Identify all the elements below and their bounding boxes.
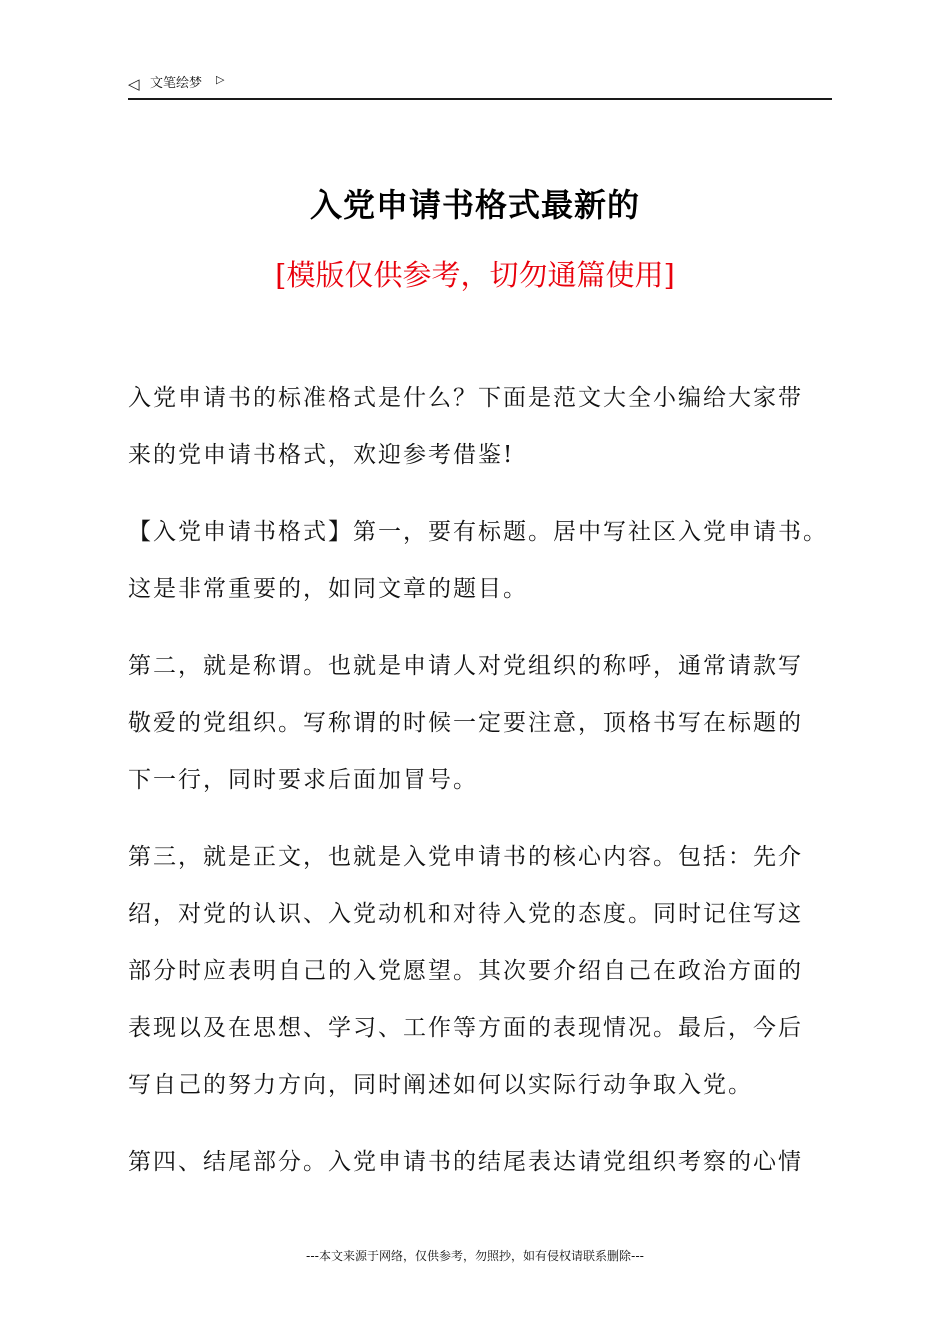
paragraph-line: 第二，就是称谓。也就是申请人对党组织的称呼，通常请款写 <box>128 653 803 679</box>
paragraph-4 <box>128 829 824 1114</box>
page-header <box>128 72 832 100</box>
paragraph-line: 第三，就是正文，也就是入党申请书的核心内容。包括：先介 <box>128 844 803 870</box>
document-title: 入党申请书格式最新的 <box>309 186 640 224</box>
triangle-left-icon: ◁ <box>128 75 140 93</box>
page-footer: ---本文来源于网络，仅供参考，勿照抄，如有侵权请联系删除--- <box>306 1249 644 1263</box>
paragraph-line: 来的党申请书格式，欢迎参考借鉴! <box>128 442 515 468</box>
paragraph-line: 部分时应表明自己的入党愿望。其次要介绍自己在政治方面的 <box>128 958 803 984</box>
template-notice: [模版仅供参考，切勿通篇使用] <box>275 258 675 292</box>
paragraph-line: 表现以及在思想、学习、工作等方面的表现情况。最后，今后 <box>128 1015 803 1041</box>
document-body <box>128 370 828 1211</box>
paragraph-line: 写自己的努力方向，同时阐述如何以实际行动争取入党。 <box>128 1072 753 1098</box>
paragraph-3 <box>128 638 824 809</box>
brand-name: 文笔绘梦 <box>150 76 203 91</box>
paragraph-1 <box>128 370 824 484</box>
triangle-right-icon: ▷ <box>216 73 225 86</box>
paragraph-line: 入党申请书的标准格式是什么？下面是范文大全小编给大家带 <box>128 385 803 411</box>
paragraph-line: 【入党申请书格式】第一，要有标题。居中写社区入党申请书。 <box>128 519 828 545</box>
paragraph-line: 敬爱的党组织。写称谓的时候一定要注意，顶格书写在标题的 <box>128 710 803 736</box>
paragraph-line: 下一行，同时要求后面加冒号。 <box>128 767 478 793</box>
paragraph-line: 第四、结尾部分。入党申请书的结尾表达请党组织考察的心情 <box>128 1149 803 1175</box>
paragraph-2 <box>128 504 828 618</box>
paragraph-line: 绍，对党的认识、入党动机和对待入党的态度。同时记住写这 <box>128 901 803 927</box>
paragraph-line: 这是非常重要的，如同文章的题目。 <box>128 576 528 602</box>
paragraph-5 <box>128 1134 824 1191</box>
